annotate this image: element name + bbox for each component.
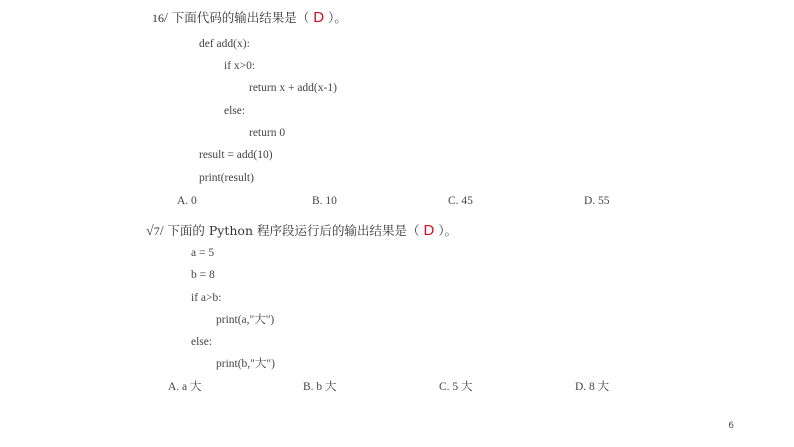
q16-code-line-1: def add(x):: [199, 38, 250, 50]
question-16-number: 16: [152, 11, 164, 25]
question-16-close: ）。: [328, 10, 347, 25]
q16-code-line-3: return x + add(x-1): [249, 82, 337, 94]
q17-code-line-4: print(a,"大"): [216, 314, 275, 326]
check-mark-icon: /: [159, 224, 164, 239]
q16-code-line-4: else:: [224, 105, 246, 117]
q17-option-d: D. 8 大: [575, 381, 610, 393]
q16-code-line-6: result = add(10): [199, 149, 273, 161]
check-mark-icon: /: [164, 11, 168, 26]
question-17-answer: D: [423, 222, 435, 239]
q16-code-line-5: return 0: [249, 127, 286, 139]
q16-code-line-7: print(result): [199, 172, 254, 184]
q17-code-line-6: print(b,"大"): [216, 358, 275, 370]
question-16-text: 下面代码的输出结果是（: [171, 10, 310, 25]
question-16-answer: D: [313, 9, 325, 26]
q17-code-line-3: if a>b:: [191, 292, 222, 304]
q17-code-line-5: else:: [191, 336, 213, 348]
check-mark-icon: √: [146, 224, 154, 239]
question-17-close: ）。: [438, 223, 458, 238]
q16-code-line-2: if x>0:: [224, 60, 256, 72]
q16-option-c: C. 45: [448, 195, 473, 207]
q17-option-c: C. 5 大: [439, 381, 473, 393]
question-17-text: 下面的 Python 程序段运行后的输出结果是（: [167, 223, 420, 238]
page-number: 6: [728, 421, 734, 431]
q17-option-b: B. b 大: [303, 381, 337, 393]
q17-code-line-1: a = 5: [191, 247, 215, 259]
q16-option-b: B. 10: [312, 195, 337, 207]
question-17-stem: [146, 224, 457, 239]
q17-option-a: A. a 大: [168, 381, 202, 393]
q17-code-line-2: b = 8: [191, 269, 215, 281]
q16-option-a: A. 0: [177, 195, 197, 207]
question-16-stem: [152, 11, 347, 26]
q16-option-d: D. 55: [584, 195, 610, 207]
question-17-number: 7: [153, 224, 160, 238]
